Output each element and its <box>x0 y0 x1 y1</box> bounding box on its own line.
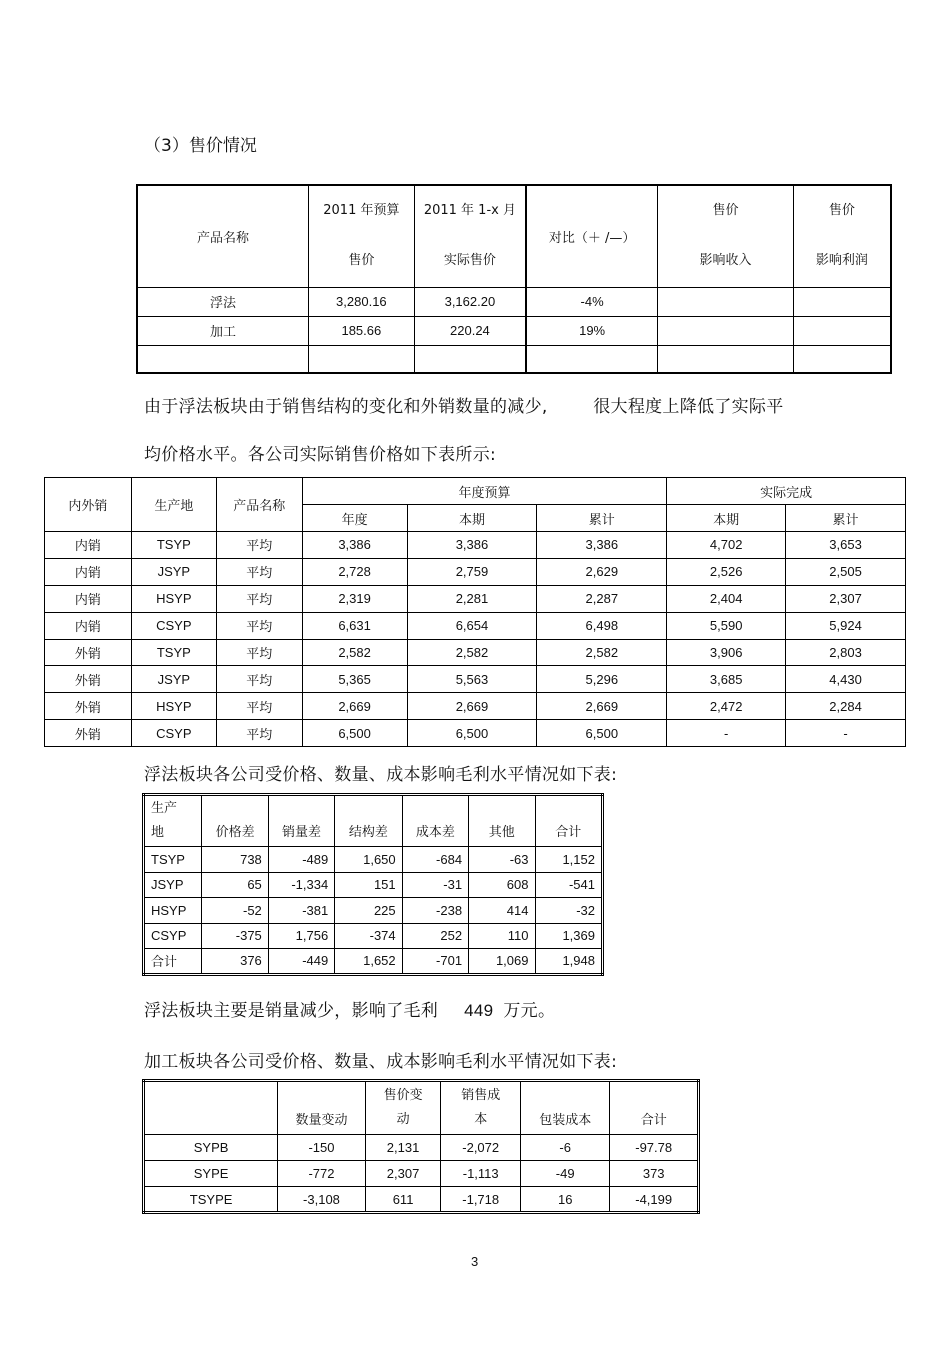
cell: -32 <box>535 898 603 924</box>
section-heading: （3）售价情况 <box>144 136 257 156</box>
cell: 平均 <box>216 558 302 585</box>
cell: SYPB <box>144 1135 278 1161</box>
cell: -4% <box>526 287 658 316</box>
cell: CSYP <box>131 612 216 639</box>
header-actual-cumulative: 累计 <box>786 505 906 532</box>
header-sales-type: 内外销 <box>45 478 132 532</box>
header-actual-period: 本期 <box>667 505 786 532</box>
table-row <box>144 1187 699 1213</box>
cell: 4,702 <box>667 532 786 559</box>
header-actual-group: 实际完成 <box>667 478 906 505</box>
cell: -1,718 <box>441 1187 521 1213</box>
cell: -4,199 <box>610 1187 699 1213</box>
header-compare: 对比（＋ /—） <box>526 185 658 287</box>
table-row <box>137 287 891 316</box>
paragraph-2: 浮法板块各公司受价格、数量、成本影响毛利水平情况如下表: <box>144 765 618 785</box>
cell: 252 <box>402 923 468 949</box>
cell: -49 <box>521 1161 610 1187</box>
table-row <box>144 847 603 873</box>
cell: 2,505 <box>786 558 906 585</box>
cell: - <box>667 720 786 747</box>
cell: 6,500 <box>407 720 537 747</box>
table-row <box>45 720 906 747</box>
cell: -449 <box>268 949 334 975</box>
cell: 合计 <box>144 949 202 975</box>
cell: 2,307 <box>786 585 906 612</box>
paragraph-1-line-2: 均价格水平。各公司实际销售价格如下表所示: <box>144 445 497 465</box>
cell: 5,924 <box>786 612 906 639</box>
table-row <box>144 898 603 924</box>
table-row <box>45 558 906 585</box>
header-price-change: 售价变 动 <box>365 1081 441 1135</box>
price-summary-table <box>136 184 892 374</box>
cell: 5,563 <box>407 666 537 693</box>
header-structure-diff: 结构差 <box>335 795 402 847</box>
cell: 平均 <box>216 720 302 747</box>
header-cost-diff: 成本差 <box>402 795 468 847</box>
cell: CSYP <box>144 923 202 949</box>
cell: 外销 <box>45 666 132 693</box>
cell: JSYP <box>131 666 216 693</box>
cell: 65 <box>202 872 268 898</box>
cell: 内销 <box>45 558 132 585</box>
cell: -6 <box>521 1135 610 1161</box>
cell: 2,404 <box>667 585 786 612</box>
cell <box>658 345 794 373</box>
cell: 2,307 <box>365 1161 441 1187</box>
cell: 151 <box>335 872 402 898</box>
cell <box>658 316 794 345</box>
table-row <box>144 872 603 898</box>
header-product-name: 产品名称 <box>137 185 308 287</box>
cell: 2,526 <box>667 558 786 585</box>
cell: 110 <box>469 923 535 949</box>
table-row <box>45 666 906 693</box>
cell: 2,281 <box>407 585 537 612</box>
table-row <box>137 316 891 345</box>
cell: 3,162.20 <box>414 287 526 316</box>
cell: 2,759 <box>407 558 537 585</box>
cell: 平均 <box>216 532 302 559</box>
cell: TSYP <box>144 847 202 873</box>
cell: 220.24 <box>414 316 526 345</box>
cell: SYPE <box>144 1161 278 1187</box>
cell: 5,590 <box>667 612 786 639</box>
cell: 平均 <box>216 693 302 720</box>
cell: 2,629 <box>537 558 667 585</box>
cell: 内销 <box>45 532 132 559</box>
cell: 3,280.16 <box>308 287 414 316</box>
cell: 738 <box>202 847 268 873</box>
table-row <box>45 532 906 559</box>
cell: 16 <box>521 1187 610 1213</box>
cell: 376 <box>202 949 268 975</box>
cell: -381 <box>268 898 334 924</box>
cell: 19% <box>526 316 658 345</box>
cell: -238 <box>402 898 468 924</box>
cell: 414 <box>469 898 535 924</box>
cell: 1,756 <box>268 923 334 949</box>
cell: TSYP <box>131 532 216 559</box>
cell: 平均 <box>216 639 302 666</box>
header-origin: 生产地 <box>131 478 216 532</box>
header-total: 合计 <box>535 795 603 847</box>
process-profit-table <box>142 1079 700 1214</box>
cell: 2,472 <box>667 693 786 720</box>
cell <box>526 345 658 373</box>
cell: TSYPE <box>144 1187 278 1213</box>
cell: 浮法 <box>137 287 308 316</box>
cell: 2,669 <box>537 693 667 720</box>
cell: JSYP <box>144 872 202 898</box>
cell: 3,386 <box>537 532 667 559</box>
cell: 3,386 <box>407 532 537 559</box>
cell: 外销 <box>45 639 132 666</box>
cell: 6,500 <box>537 720 667 747</box>
cell: -1,334 <box>268 872 334 898</box>
header-budget-period: 本期 <box>407 505 537 532</box>
cell: 6,500 <box>302 720 407 747</box>
header-budget-year: 年度 <box>302 505 407 532</box>
table-row <box>144 949 603 975</box>
cell: 6,654 <box>407 612 537 639</box>
table-row <box>144 923 603 949</box>
paragraph-3-unit: 万元。 <box>503 1001 556 1021</box>
cell: -52 <box>202 898 268 924</box>
cell: 平均 <box>216 666 302 693</box>
cell: 2,669 <box>407 693 537 720</box>
cell: 1,369 <box>535 923 603 949</box>
cell: 2,582 <box>537 639 667 666</box>
header-quantity-change: 数量变动 <box>278 1081 366 1135</box>
cell: JSYP <box>131 558 216 585</box>
header-budget-price: 2011 年预算 售价 <box>308 185 414 287</box>
cell: -2,072 <box>441 1135 521 1161</box>
header-volume-diff: 销量差 <box>268 795 334 847</box>
cell <box>793 287 891 316</box>
table-row <box>137 345 891 373</box>
cell: 2,669 <box>302 693 407 720</box>
table-row <box>144 1135 699 1161</box>
cell: -684 <box>402 847 468 873</box>
cell: 1,152 <box>535 847 603 873</box>
cell: -1,113 <box>441 1161 521 1187</box>
cell: 3,906 <box>667 639 786 666</box>
table-row <box>45 693 906 720</box>
cell: 1,650 <box>335 847 402 873</box>
header-blank <box>144 1081 278 1135</box>
paragraph-4: 加工板块各公司受价格、数量、成本影响毛利水平情况如下表: <box>144 1052 618 1072</box>
cell: 6,498 <box>537 612 667 639</box>
cell: 3,386 <box>302 532 407 559</box>
paragraph-3-text: 浮法板块主要是销量减少，影响了毛利 <box>144 1001 439 1021</box>
header-income-impact: 售价 影响收入 <box>658 185 794 287</box>
paragraph-1-line-1: 由于浮法板块由于销售结构的变化和外销数量的减少, 很大程度上降低了实际平 <box>144 397 784 417</box>
cell: -375 <box>202 923 268 949</box>
paragraph-3 <box>144 996 555 1021</box>
cell: TSYP <box>131 639 216 666</box>
header-total: 合计 <box>610 1081 699 1135</box>
cell: 加工 <box>137 316 308 345</box>
header-budget-group: 年度预算 <box>302 478 667 505</box>
company-price-table <box>44 477 906 747</box>
cell: 2,728 <box>302 558 407 585</box>
cell: -150 <box>278 1135 366 1161</box>
table-row <box>45 612 906 639</box>
cell: 外销 <box>45 693 132 720</box>
cell: 1,652 <box>335 949 402 975</box>
cell <box>308 345 414 373</box>
cell: -3,108 <box>278 1187 366 1213</box>
cell <box>793 345 891 373</box>
cell: 2,582 <box>407 639 537 666</box>
header-price-diff: 价格差 <box>202 795 268 847</box>
cell: -701 <box>402 949 468 975</box>
cell: 373 <box>610 1161 699 1187</box>
table-row <box>144 1161 699 1187</box>
cell: 2,319 <box>302 585 407 612</box>
cell: HSYP <box>131 585 216 612</box>
cell: 2,284 <box>786 693 906 720</box>
table-row <box>45 585 906 612</box>
cell: -541 <box>535 872 603 898</box>
cell: 3,653 <box>786 532 906 559</box>
cell: 1,069 <box>469 949 535 975</box>
cell: 611 <box>365 1187 441 1213</box>
cell: 608 <box>469 872 535 898</box>
cell: 5,296 <box>537 666 667 693</box>
header-budget-cumulative: 累计 <box>537 505 667 532</box>
cell: -374 <box>335 923 402 949</box>
cell: -63 <box>469 847 535 873</box>
cell: 5,365 <box>302 666 407 693</box>
cell: -772 <box>278 1161 366 1187</box>
cell: HSYP <box>144 898 202 924</box>
cell: HSYP <box>131 693 216 720</box>
cell: 225 <box>335 898 402 924</box>
page-number: 3 <box>471 1254 479 1269</box>
cell: 2,131 <box>365 1135 441 1161</box>
table-row <box>45 639 906 666</box>
cell: 4,430 <box>786 666 906 693</box>
cell: -31 <box>402 872 468 898</box>
cell: CSYP <box>131 720 216 747</box>
header-origin: 生产 地 <box>144 795 202 847</box>
header-profit-impact: 售价 影响利润 <box>793 185 891 287</box>
header-packaging-cost: 包装成本 <box>521 1081 610 1135</box>
cell: 平均 <box>216 612 302 639</box>
header-actual-price: 2011 年 1-x 月 实际售价 <box>414 185 526 287</box>
cell: 外销 <box>45 720 132 747</box>
cell: 2,287 <box>537 585 667 612</box>
cell: -489 <box>268 847 334 873</box>
float-profit-table <box>142 793 604 976</box>
cell: -97.78 <box>610 1135 699 1161</box>
cell: 内销 <box>45 585 132 612</box>
header-sales-cost: 销售成 本 <box>441 1081 521 1135</box>
cell: - <box>786 720 906 747</box>
cell <box>658 287 794 316</box>
cell: 平均 <box>216 585 302 612</box>
cell: 185.66 <box>308 316 414 345</box>
cell: 6,631 <box>302 612 407 639</box>
cell <box>793 316 891 345</box>
header-other: 其他 <box>469 795 535 847</box>
header-product: 产品名称 <box>216 478 302 532</box>
cell: 2,582 <box>302 639 407 666</box>
cell: 2,803 <box>786 639 906 666</box>
cell: 3,685 <box>667 666 786 693</box>
cell <box>414 345 526 373</box>
cell: 1,948 <box>535 949 603 975</box>
cell: 内销 <box>45 612 132 639</box>
paragraph-3-amount: 449 <box>464 1001 494 1020</box>
cell <box>137 345 308 373</box>
